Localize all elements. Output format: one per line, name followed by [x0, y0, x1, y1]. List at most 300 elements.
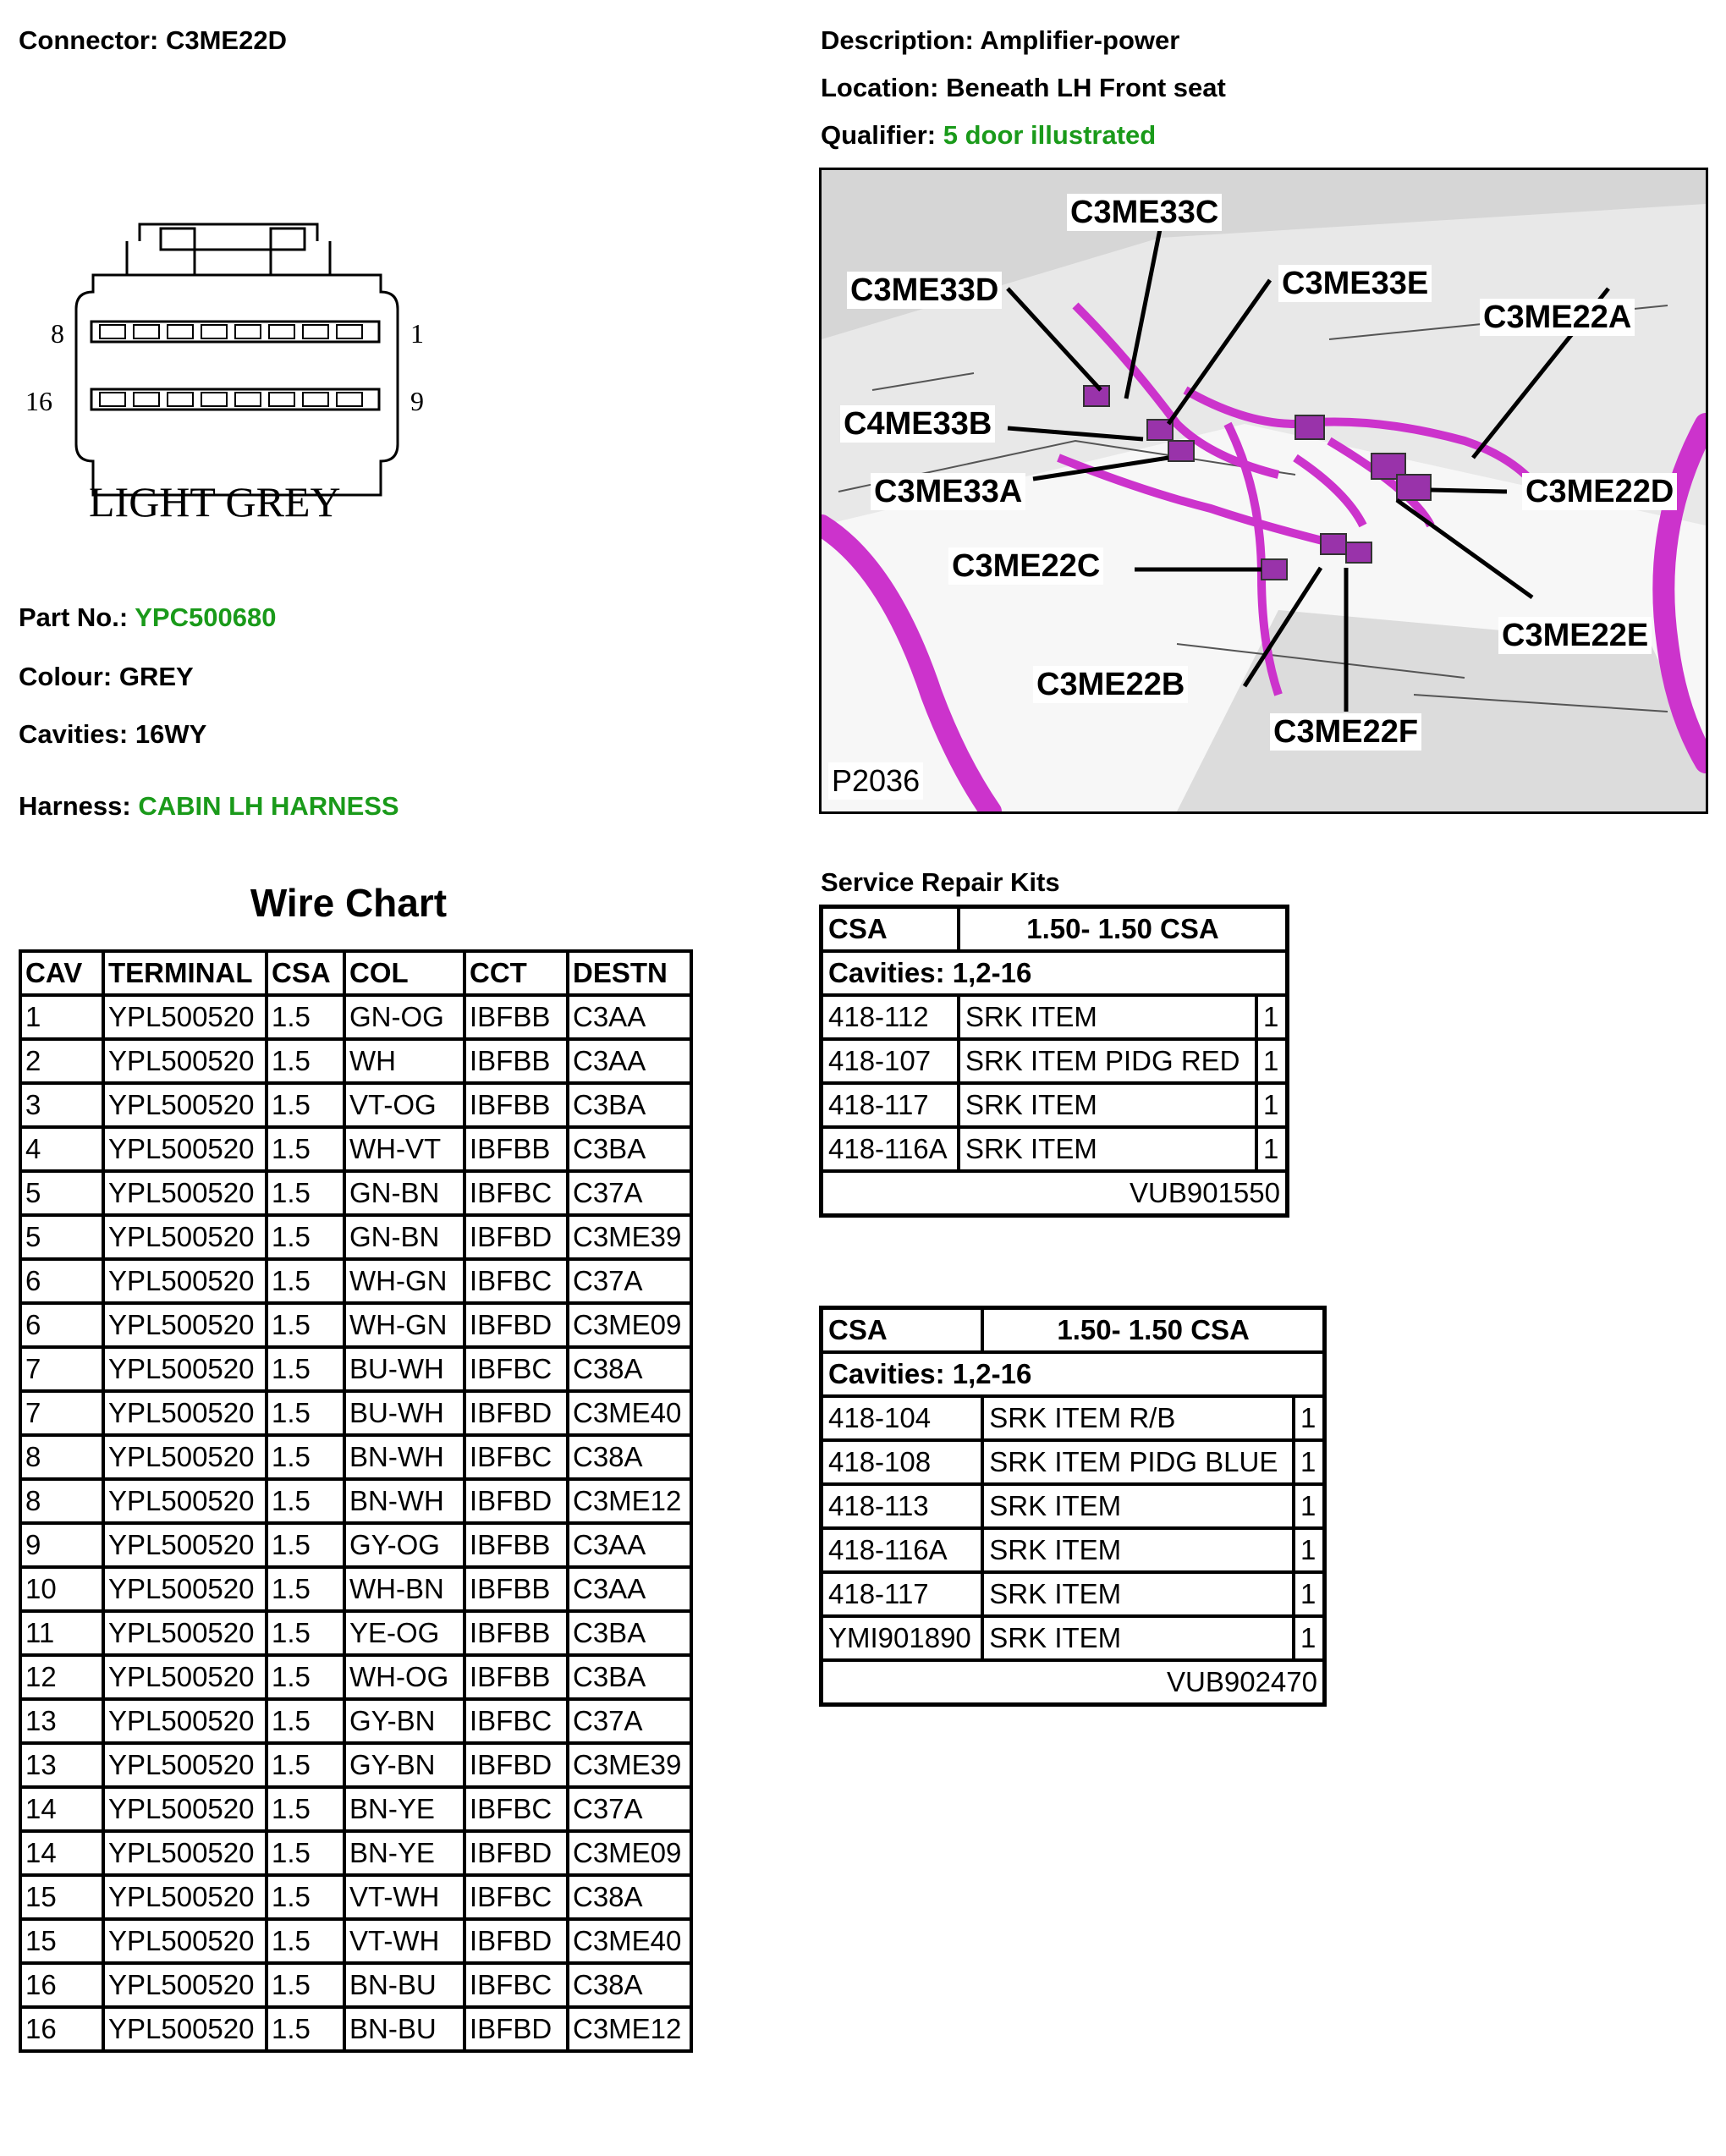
- header-cct: CCT: [464, 951, 568, 995]
- header-csa: CSA: [267, 951, 344, 995]
- pin-cavity: [269, 325, 294, 338]
- table-cell: YPL500520: [103, 1655, 267, 1699]
- table-cell: 16: [20, 2007, 103, 2051]
- kit-item-cell: SRK ITEM: [959, 1083, 1256, 1127]
- table-cell: IBFBB: [464, 1127, 568, 1171]
- table-cell: YPL500520: [103, 1875, 267, 1919]
- kit-item-cell: 1: [1256, 995, 1288, 1039]
- table-row: [20, 2007, 691, 2051]
- table-cell: 1.5: [267, 1787, 344, 1831]
- pin-cavity: [303, 393, 328, 406]
- pin-cavity: [100, 393, 125, 406]
- table-cell: YPL500520: [103, 1963, 267, 2007]
- kit-item-cell: 1: [1294, 1528, 1325, 1572]
- kit-item-cell: SRK ITEM: [982, 1616, 1294, 1660]
- wire-chart-body: [20, 995, 691, 2051]
- connector-latch: [140, 224, 317, 241]
- kit-item-cell: SRK ITEM R/B: [982, 1396, 1294, 1440]
- table-cell: 15: [20, 1875, 103, 1919]
- kit-item-cell: 418-107: [822, 1039, 959, 1083]
- table-cell: 8: [20, 1435, 103, 1479]
- pin-label-9: 9: [410, 386, 424, 416]
- callout-c3me22c: C3ME22C: [948, 547, 1103, 585]
- callout-c3me22a: C3ME22A: [1480, 299, 1635, 336]
- latch-tab-right: [271, 228, 305, 250]
- table-row: [20, 1259, 691, 1303]
- kit-item-row: [822, 995, 1288, 1039]
- table-cell: IBFBB: [464, 1523, 568, 1567]
- table-cell: 1.5: [267, 1963, 344, 2007]
- table-cell: C3ME40: [568, 1919, 691, 1963]
- table-cell: IBFBD: [464, 1391, 568, 1435]
- table-row: [20, 995, 691, 1039]
- table-cell: C3ME09: [568, 1303, 691, 1347]
- photo-reference: P2036: [828, 762, 923, 800]
- table-cell: 5: [20, 1215, 103, 1259]
- description-line: [821, 25, 1179, 56]
- table-cell: YPL500520: [103, 1523, 267, 1567]
- table-cell: YPL500520: [103, 1391, 267, 1435]
- table-cell: 1.5: [267, 1479, 344, 1523]
- table-row: [20, 1171, 691, 1215]
- table-cell: 8: [20, 1479, 103, 1523]
- latch-frame: [127, 241, 330, 275]
- connector-colour-text: LIGHT GREY: [89, 478, 341, 525]
- table-cell: C3AA: [568, 1039, 691, 1083]
- table-cell: VT-WH: [344, 1875, 464, 1919]
- service-kits-title: Service Repair Kits: [821, 867, 1060, 897]
- table-cell: 4: [20, 1127, 103, 1171]
- table-cell: IBFBB: [464, 1039, 568, 1083]
- kit-item-cell: 1: [1294, 1396, 1325, 1440]
- table-row: [20, 1039, 691, 1083]
- table-row: [20, 1919, 691, 1963]
- table-cell: 2: [20, 1039, 103, 1083]
- kit-item-cell: 1: [1256, 1127, 1288, 1171]
- pin-label-16: 16: [25, 386, 52, 416]
- table-cell: 16: [20, 1963, 103, 2007]
- kit-item-cell: YMI901890: [822, 1616, 983, 1660]
- pin-label-8: 8: [51, 318, 64, 349]
- kit-item-cell: 418-113: [822, 1484, 983, 1528]
- kit-item-cell: SRK ITEM: [982, 1572, 1294, 1616]
- location-label: Location:: [821, 73, 939, 102]
- kit-cavities-row: [822, 1352, 1325, 1396]
- table-cell: C37A: [568, 1699, 691, 1743]
- table-row: [20, 1743, 691, 1787]
- table-cell: 1.5: [267, 1699, 344, 1743]
- callout-c3me33c: C3ME33C: [1067, 194, 1222, 231]
- table-cell: C38A: [568, 1963, 691, 2007]
- pin-cavity: [235, 393, 261, 406]
- kit-item-row: [822, 1440, 1325, 1484]
- table-cell: C3ME40: [568, 1391, 691, 1435]
- kit-item-cell: 418-116A: [822, 1528, 983, 1572]
- table-cell: IBFBD: [464, 2007, 568, 2051]
- callout-c4me33b: C4ME33B: [840, 405, 995, 443]
- callout-c3me22d: C3ME22D: [1522, 473, 1677, 510]
- table-cell: C3AA: [568, 1523, 691, 1567]
- table-cell: C3AA: [568, 995, 691, 1039]
- pin-cavity: [303, 325, 328, 338]
- table-cell: 1.5: [267, 1435, 344, 1479]
- description-value: Amplifier-power: [980, 25, 1180, 55]
- table-cell: IBFBC: [464, 1347, 568, 1391]
- table-cell: C3ME12: [568, 2007, 691, 2051]
- header-terminal: TERMINAL: [103, 951, 267, 995]
- wire-chart-table: [19, 949, 693, 2053]
- table-cell: YPL500520: [103, 1831, 267, 1875]
- location-photo: [819, 168, 1708, 814]
- table-cell: GN-BN: [344, 1171, 464, 1215]
- table-cell: IBFBB: [464, 1083, 568, 1127]
- kit-item-row: [822, 1616, 1325, 1660]
- table-cell: 1.5: [267, 1567, 344, 1611]
- colour-value: GREY: [118, 662, 194, 691]
- kit-item-row: [822, 1484, 1325, 1528]
- kit-csa-value: 1.50- 1.50 CSA: [982, 1308, 1324, 1353]
- table-cell: IBFBC: [464, 1259, 568, 1303]
- kit-item-cell: SRK ITEM: [982, 1484, 1294, 1528]
- table-cell: 13: [20, 1699, 103, 1743]
- header-col: COL: [344, 951, 464, 995]
- table-row: [20, 1655, 691, 1699]
- table-row: [20, 1567, 691, 1611]
- callout-c3me22b: C3ME22B: [1033, 666, 1188, 703]
- table-cell: YPL500520: [103, 1127, 267, 1171]
- kit-item-cell: 1: [1294, 1484, 1325, 1528]
- table-cell: BN-YE: [344, 1831, 464, 1875]
- part-no-value: YPC500680: [135, 602, 277, 632]
- table-cell: IBFBB: [464, 1655, 568, 1699]
- table-cell: YPL500520: [103, 1259, 267, 1303]
- repair-kit-table-1: [819, 905, 1289, 1218]
- table-cell: 6: [20, 1303, 103, 1347]
- kit-item-cell: 418-108: [822, 1440, 983, 1484]
- kit-item-cell: 1: [1256, 1039, 1288, 1083]
- pin-cavity: [269, 393, 294, 406]
- table-cell: YE-OG: [344, 1611, 464, 1655]
- table-cell: 1.5: [267, 1215, 344, 1259]
- cavities-label: Cavities:: [19, 719, 129, 749]
- table-cell: IBFBC: [464, 1699, 568, 1743]
- table-cell: YPL500520: [103, 1303, 267, 1347]
- table-cell: 6: [20, 1259, 103, 1303]
- table-cell: IBFBC: [464, 1435, 568, 1479]
- table-cell: WH-GN: [344, 1303, 464, 1347]
- harness-label: Harness:: [19, 791, 131, 821]
- table-row: [20, 1699, 691, 1743]
- table-row: [20, 1303, 691, 1347]
- table-cell: 1.5: [267, 1831, 344, 1875]
- table-cell: 1.5: [267, 1919, 344, 1963]
- latch-tab-left: [161, 228, 195, 250]
- table-cell: YPL500520: [103, 1347, 267, 1391]
- latch-center: [195, 250, 271, 275]
- callout-c3me33d: C3ME33D: [847, 272, 1002, 309]
- kit-header-row: [822, 1308, 1325, 1353]
- table-cell: C38A: [568, 1347, 691, 1391]
- table-cell: 5: [20, 1171, 103, 1215]
- kit-cavities-row: [822, 951, 1288, 995]
- table-cell: 15: [20, 1919, 103, 1963]
- part-no-label: Part No.:: [19, 602, 129, 632]
- table-cell: 1.5: [267, 1347, 344, 1391]
- table-cell: C3BA: [568, 1127, 691, 1171]
- qualifier-value: 5 door illustrated: [943, 120, 1157, 150]
- pin-cavity: [337, 325, 362, 338]
- table-cell: C3BA: [568, 1655, 691, 1699]
- kit-item-cell: SRK ITEM PIDG BLUE: [982, 1440, 1294, 1484]
- connector-line: [19, 25, 287, 56]
- table-cell: YPL500520: [103, 1699, 267, 1743]
- table-cell: YPL500520: [103, 1479, 267, 1523]
- pin-cavity: [168, 393, 193, 406]
- table-row: [20, 1875, 691, 1919]
- table-cell: 1.5: [267, 1127, 344, 1171]
- table-cell: IBFBB: [464, 1611, 568, 1655]
- table-cell: 7: [20, 1347, 103, 1391]
- table-cell: BN-YE: [344, 1787, 464, 1831]
- pin-cavity: [337, 393, 362, 406]
- kit-item-cell: 418-104: [822, 1396, 983, 1440]
- table-cell: 1.5: [267, 1523, 344, 1567]
- kit-item-cell: 1: [1294, 1440, 1325, 1484]
- table-cell: YPL500520: [103, 1039, 267, 1083]
- wire-chart-title: Wire Chart: [250, 881, 448, 925]
- kit-item-cell: 1: [1256, 1083, 1288, 1127]
- table-cell: WH-GN: [344, 1259, 464, 1303]
- table-cell: BN-BU: [344, 1963, 464, 2007]
- table-cell: 14: [20, 1831, 103, 1875]
- repair-kit-table-2: [819, 1306, 1327, 1707]
- pin-label-1: 1: [410, 318, 424, 349]
- connector-face-diagram: [25, 216, 448, 537]
- location-line: [821, 73, 1226, 103]
- pin-cavity: [134, 393, 159, 406]
- table-cell: VT-WH: [344, 1919, 464, 1963]
- header-cav: CAV: [20, 951, 103, 995]
- connector-value: C3ME22D: [165, 25, 287, 55]
- kit-item-cell: 418-117: [822, 1083, 959, 1127]
- table-cell: IBFBD: [464, 1831, 568, 1875]
- table-row: [20, 1963, 691, 2007]
- qualifier-label: Qualifier:: [821, 120, 937, 150]
- table-cell: GN-OG: [344, 995, 464, 1039]
- table-cell: C3ME09: [568, 1831, 691, 1875]
- table-cell: VT-OG: [344, 1083, 464, 1127]
- table-cell: 1.5: [267, 1611, 344, 1655]
- connector-housing: [76, 275, 398, 495]
- kit-item-row: [822, 1039, 1288, 1083]
- table-cell: 10: [20, 1567, 103, 1611]
- part-no-line: [19, 602, 276, 633]
- table-cell: IBFBC: [464, 1171, 568, 1215]
- table-cell: YPL500520: [103, 1083, 267, 1127]
- kit-item-cell: 1: [1294, 1572, 1325, 1616]
- kit-csa-label: CSA: [822, 907, 959, 952]
- table-row: [20, 1787, 691, 1831]
- table-cell: C3AA: [568, 1567, 691, 1611]
- table-cell: C3ME39: [568, 1215, 691, 1259]
- table-cell: C37A: [568, 1171, 691, 1215]
- kit-number: VUB901550: [822, 1171, 1288, 1216]
- table-cell: WH-OG: [344, 1655, 464, 1699]
- wire-chart-header-row: [20, 951, 691, 995]
- kit-header-row: [822, 907, 1288, 952]
- callout-c3me22e: C3ME22E: [1498, 617, 1652, 654]
- table-cell: 1.5: [267, 1083, 344, 1127]
- table-cell: 11: [20, 1611, 103, 1655]
- pin-cavity: [168, 325, 193, 338]
- kit-item-row: [822, 1127, 1288, 1171]
- table-cell: YPL500520: [103, 1435, 267, 1479]
- description-label: Description:: [821, 25, 974, 55]
- table-cell: YPL500520: [103, 1567, 267, 1611]
- pin-cavity: [201, 393, 227, 406]
- table-cell: C3ME12: [568, 1479, 691, 1523]
- harness-line: [19, 791, 399, 822]
- kit-item-cell: SRK ITEM: [959, 1127, 1256, 1171]
- kit-item-row: [822, 1083, 1288, 1127]
- table-row: [20, 1347, 691, 1391]
- kit-item-row: [822, 1572, 1325, 1616]
- cavities-line: [19, 719, 206, 750]
- kit-cavities: Cavities: 1,2-16: [822, 951, 1288, 995]
- table-cell: BU-WH: [344, 1347, 464, 1391]
- table-cell: 13: [20, 1743, 103, 1787]
- table-cell: IBFBD: [464, 1743, 568, 1787]
- table-row: [20, 1479, 691, 1523]
- kit-number: VUB902470: [822, 1660, 1325, 1705]
- kit-item-cell: 418-112: [822, 995, 959, 1039]
- table-cell: C3BA: [568, 1083, 691, 1127]
- table-cell: IBFBC: [464, 1875, 568, 1919]
- table-cell: 1: [20, 995, 103, 1039]
- kit-number-row: [822, 1171, 1288, 1216]
- table-cell: BU-WH: [344, 1391, 464, 1435]
- table-cell: 1.5: [267, 1391, 344, 1435]
- table-cell: IBFBD: [464, 1479, 568, 1523]
- table-cell: 1.5: [267, 2007, 344, 2051]
- table-row: [20, 1083, 691, 1127]
- table-cell: YPL500520: [103, 995, 267, 1039]
- kit-item-cell: SRK ITEM: [982, 1528, 1294, 1572]
- kit-item-row: [822, 1528, 1325, 1572]
- table-cell: YPL500520: [103, 1743, 267, 1787]
- pin-cavity: [235, 325, 261, 338]
- pin-cavity: [100, 325, 125, 338]
- table-cell: WH-BN: [344, 1567, 464, 1611]
- table-cell: C3BA: [568, 1611, 691, 1655]
- table-cell: C38A: [568, 1435, 691, 1479]
- table-cell: IBFBD: [464, 1215, 568, 1259]
- qualifier-line: [821, 120, 1156, 151]
- callout-c3me22f: C3ME22F: [1270, 713, 1421, 751]
- table-row: [20, 1391, 691, 1435]
- table-cell: 12: [20, 1655, 103, 1699]
- kit-number-row: [822, 1660, 1325, 1705]
- table-cell: IBFBD: [464, 1919, 568, 1963]
- kit-item-cell: 418-116A: [822, 1127, 959, 1171]
- table-cell: 7: [20, 1391, 103, 1435]
- table-cell: 1.5: [267, 1655, 344, 1699]
- kit-item-cell: SRK ITEM PIDG RED: [959, 1039, 1256, 1083]
- table-row: [20, 1611, 691, 1655]
- callout-c3me33e: C3ME33E: [1278, 265, 1432, 302]
- table-cell: BN-BU: [344, 2007, 464, 2051]
- table-cell: YPL500520: [103, 1919, 267, 1963]
- cavities-value: 16WY: [135, 719, 207, 749]
- table-cell: 1.5: [267, 995, 344, 1039]
- table-cell: C3ME39: [568, 1743, 691, 1787]
- kit-item-cell: 1: [1294, 1616, 1325, 1660]
- table-cell: IBFBC: [464, 1963, 568, 2007]
- table-cell: 1.5: [267, 1171, 344, 1215]
- table-row: [20, 1435, 691, 1479]
- table-cell: C38A: [568, 1875, 691, 1919]
- table-cell: 14: [20, 1787, 103, 1831]
- table-cell: C37A: [568, 1787, 691, 1831]
- kit-item-cell: SRK ITEM: [959, 995, 1256, 1039]
- table-cell: GY-OG: [344, 1523, 464, 1567]
- table-cell: YPL500520: [103, 2007, 267, 2051]
- table-cell: 1.5: [267, 1303, 344, 1347]
- table-cell: GN-BN: [344, 1215, 464, 1259]
- table-cell: BN-WH: [344, 1479, 464, 1523]
- table-cell: IBFBD: [464, 1303, 568, 1347]
- colour-label: Colour:: [19, 662, 113, 691]
- header-destn: DESTN: [568, 951, 691, 995]
- kit-csa-value: 1.50- 1.50 CSA: [959, 907, 1288, 952]
- table-row: [20, 1523, 691, 1567]
- table-cell: IBFBB: [464, 1567, 568, 1611]
- table-cell: YPL500520: [103, 1787, 267, 1831]
- table-cell: BN-WH: [344, 1435, 464, 1479]
- kit-item-cell: 418-117: [822, 1572, 983, 1616]
- table-cell: 1.5: [267, 1259, 344, 1303]
- table-cell: GY-BN: [344, 1743, 464, 1787]
- callout-c3me33a: C3ME33A: [871, 473, 1025, 510]
- table-cell: 1.5: [267, 1039, 344, 1083]
- table-cell: YPL500520: [103, 1171, 267, 1215]
- table-cell: IBFBC: [464, 1787, 568, 1831]
- table-cell: YPL500520: [103, 1611, 267, 1655]
- table-cell: 1.5: [267, 1743, 344, 1787]
- kit-csa-label: CSA: [822, 1308, 983, 1353]
- pin-cavity: [201, 325, 227, 338]
- table-cell: WH-VT: [344, 1127, 464, 1171]
- table-cell: GY-BN: [344, 1699, 464, 1743]
- kit-item-row: [822, 1396, 1325, 1440]
- kit-cavities: Cavities: 1,2-16: [822, 1352, 1325, 1396]
- pin-cavity: [134, 325, 159, 338]
- table-row: [20, 1127, 691, 1171]
- location-value: Beneath LH Front seat: [946, 73, 1226, 102]
- table-cell: 1.5: [267, 1875, 344, 1919]
- table-cell: IBFBB: [464, 995, 568, 1039]
- table-cell: 3: [20, 1083, 103, 1127]
- table-cell: YPL500520: [103, 1215, 267, 1259]
- table-row: [20, 1215, 691, 1259]
- harness-value: CABIN LH HARNESS: [138, 791, 399, 821]
- table-cell: 9: [20, 1523, 103, 1567]
- colour-line: [19, 662, 194, 692]
- table-row: [20, 1831, 691, 1875]
- connector-label: Connector:: [19, 25, 159, 55]
- table-cell: WH: [344, 1039, 464, 1083]
- table-cell: C37A: [568, 1259, 691, 1303]
